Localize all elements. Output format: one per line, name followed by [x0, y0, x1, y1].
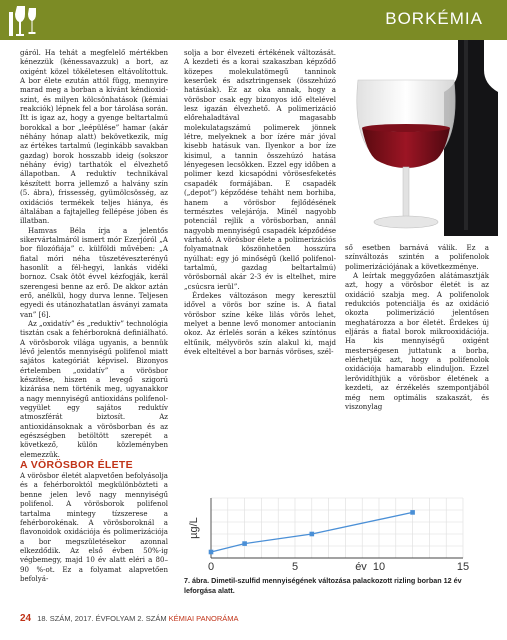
data-point	[209, 550, 214, 555]
page-header	[0, 0, 507, 40]
paragraph: Hamvas Béla írja a jelentős sikervártalmáról ismert mór Ezerjóról „A bor filozófiája” c. külföldi művében: „A fiatal móri néha tüszetéveszterényű hasonlít a fél-hegyi, lankás vidéki bornoz. Csak ötöt évvel kézfogják, kerál szerengesi benne az erő. De akkor aztán erő, anélkül, hogy durva lenne. Teljesen egyedi és utánozhatatlan ásványi zamata van” [6].	[20, 225, 168, 319]
section-title: BORKÉMIA	[385, 9, 483, 28]
x-axis-label: év	[355, 561, 367, 573]
paragraph: A vörösbor életét alapvetően befolyásolja és a fehérboroktól megkülönbözteti a benne jelen levő nagy mennyiségű polifenol. A vörösborok polifenol tartalma mintegy tízszerese a fehérborokénak. A vörösboroknál a flavonoidok oxidációja és polimerizációja a bor megszületésekor azonnal elkezdődik. Az első évben 50%-ig végbemegy, majd 10 év alatt eléri a 80–90 %-ot. Ez a folyamat alapvetően befolyá-	[20, 471, 168, 583]
page-footer	[20, 613, 239, 625]
journal-name: KÉMIAI PANORÁMA	[168, 614, 239, 623]
data-point	[410, 510, 415, 515]
y-axis-label: µg/L	[188, 517, 200, 539]
paragraph: Az „oxidatív” és „reduktív” technológia tisztán csak a fehérborokná definiálható. A vörösborok világa ugyanis, a bennük lévő jelentős mennyiségű polifenol miatt sajátos kategóriát képvisel. Bizonyos értelemben „oxidatív” a vörösbor készítése, hiszen a levegő szigorú kizárása nem történik meg, ugyanakkor a nagy mennyiségű antioxidáns polifenol-vegyület egy sajátos reduktív atmoszférát biztosít. Az antioxidánsoknak a vörösborban és az egészségben betöltött szerepét a következő, külön közleményben elemezzük.	[20, 318, 169, 459]
dms-line-chart	[183, 492, 473, 574]
section-subheading: A VÖRÖSBOR ÉLETE	[20, 459, 133, 472]
data-point	[242, 541, 247, 546]
page-number: 24	[20, 613, 32, 624]
paragraph: ső esetben barnává válik. Ez a színváltozás szintén a polifenolok polimerizációjának a következménye.	[345, 243, 489, 271]
wine-glasses-logo-icon	[8, 4, 42, 36]
x-tick-label: 15	[456, 561, 470, 573]
figure-caption: 7. ábra. Dimetil-szulfid mennyiségének változása palackozott rizling borban 12 év leforgása alatt.	[184, 576, 462, 595]
issue-info: 18. SZÁM, 2017. ÉVFOLYAM 2. SZÁM	[37, 614, 167, 623]
paragraph: solja a bor élvezeti értékének változását. A kezdeti és a korai szakaszban képződő közepes molekulatömegű tanninok keserűek és adsztringensek (összehúzó hatásúak). Ez az oka annak, hogy a vörösbor csak egy bizonyos idő eltelével lesz igazán élvezhető. A polimerizáció előrehaladtával magasabb molekulatagszámú polimerek jönnek létre, melyeknek a bor ízére már jóval kisebb hatásuk van. Ilyenkor a bor íze kisimul, a tannin összehúzó hatása lényegesen lecsökken. Ezzel egy időben a polimer kezd kicsapódni vörösesfeketés csapadék formájában. E csapadék („depot”) képződése teháht nem borhiba, hanem a vörösbor fejlődésének természtes velejárója. Minél nagyobb potenciál rejlik a vörösborban, annál nagyobb mennyiségű csapadék képződése várható. A vörösbor élete a polimerizációs folyamatnak köszönhetően hosszúra nyúlhat: egy jó minőségű (kellő polifenol-tartalmú, gazdag beltartalmú) vörösbornál akár 2-3 év is eltelhet, mire „csúcsra ierül”.	[184, 48, 336, 291]
paragraph: A leírtak meggyőzően alátámasztják azt, hogy a vörösbor életét is az oxidáció szabja meg. A polifenolok redukciós potenciálja és az oxidáció okozta polimerizáció jelentősen meghatározza a bor életét. Érdekes új eljárás a fiatal borok mikrooxidációja. Ha kis mennyiségű oxigént mesterségesen juttatunk a borba, elérhetjük azt, hogy a polifenolok oxidációja hamarabb elinduljon. Ezzel lerövidíthjük a vörösbor életének a kezdeti, az érzékelés szempontjából még nem optimális szakaszát, és viszonylag	[345, 271, 489, 411]
column-2	[184, 48, 336, 356]
column-3	[345, 243, 489, 411]
data-point	[310, 532, 315, 537]
x-tick-label: 0	[207, 561, 215, 573]
x-tick-label: 10	[372, 561, 386, 573]
wine-glass-photo	[336, 40, 507, 236]
x-tick-label: 5	[291, 561, 299, 573]
paragraph: gáról. Ha tehát a megfelelő mértékben kénezzük (kénessavazzuk) a bort, az oxigént közel tökéletesen eltávolítottuk. A bor élete ezután attól függ, mennyire marad meg a borban a kívánt kéndioxid-szint, és milyen kölcsönhatások (kémiai reakciók) lépnek fel a bor tárolása során. Itt is igaz az, hogy a gyenge beltartalmú borokkal a bor „leépülése” hamar (akár néhány hónap alatt) bekövetkezik, míg az értékes tartalmú (leginkább savakban gazdag) borok hosszabb ideig (sokszor néhány évig) tarthatók el élvezhető állapotban. A reduktív technikával készített borra jellemző a halvány szín (5. ábra), frissesség, gyümölcsösség, az oxidációs termékek teljes hiánya, és általában a fajtajelleg fellépése jóben és illatban.	[20, 48, 168, 226]
paragraph: Érdekes változáson megy keresztül idővel a vörös bor színe is. A fiatal vörösbor színe kéke lilás vörös lehet, melyet a benne levő monomer antocianin okoz. Az érlelés során a kékes színtónus eltűnik, mélyvörös szín alakul ki, majd évek elteltével a bor barnás vöröses, szél-	[184, 290, 336, 356]
column-1	[20, 48, 168, 583]
